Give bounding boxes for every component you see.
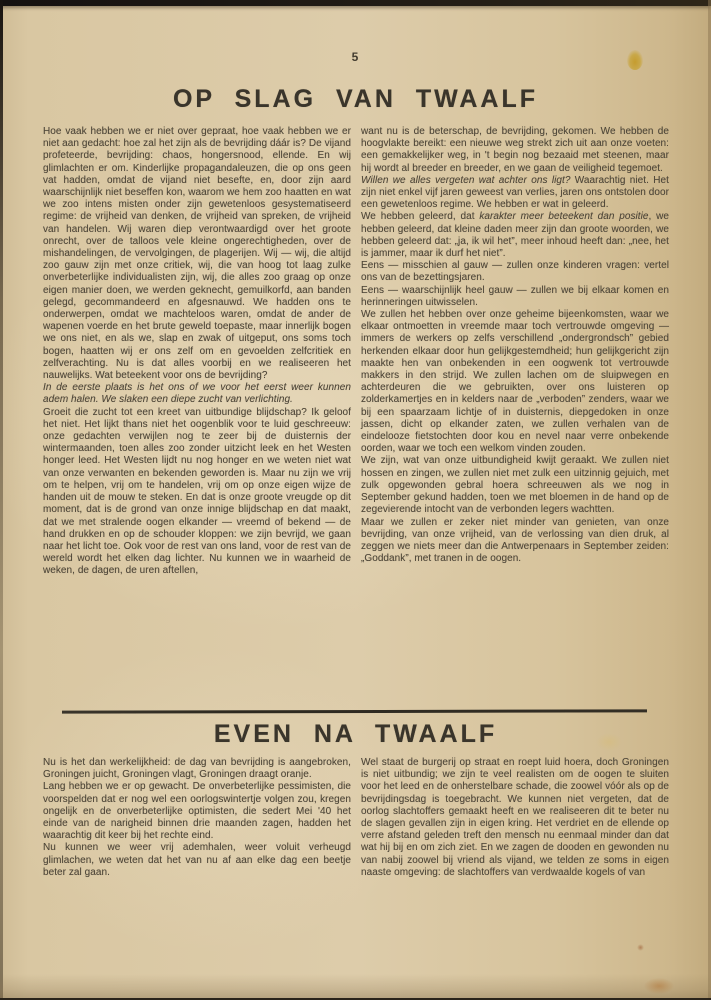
article-title-even-na-twaalf: EVEN NA TWAALF: [213, 720, 498, 748]
paragraph-text: Wel staat de burgerij op straat en roept luid hoera, doch Groningen is niet uitbundig; we zijn te veel realisten om de oogen te sluiten voor het leed en de onherstelbare schade, die zoowel vóór als op de bevrijdingsdag is toegebracht. We kunnen niet vergeten, dat de oorlog slachtoffers gemaakt heeft en we realiseeren dit te beter nu de slagen gevallen zijn in eigen kring. Het verdriet en de ellende op verre afstand geleden treft den mensch nu eenmaal minder dan dat wat hij bij en om zich ziet. En we zagen de dooden en gewonden nu van nabij zoowel bij vriend als vijand, we telden ze soms in eigen naaste omgeving: de slachtoffers van verdwaalde kogels of van: [361, 757, 669, 878]
page-edge-bottom: [0, 974, 711, 1000]
paragraph: [361, 517, 669, 566]
paragraph: [43, 126, 351, 382]
paragraph-text: Groeit die zucht tot een kreet van uitbundige blijdschap? Ik geloof het niet. Het lijkt thans niet het oogenblik voor te luid geschreeuw: onze gedachten verwijlen nog te zeer bij de duisternis der wintermaanden, toen alles zoo zonder uitzicht leek en het Westen honger leed. Het Westen lijdt nu nog honger en we weten niet wat van onze verwanten en bekenden geworden is. Maar nu zijn we vrij om te helpen, vrij om te handelen, vrij om op onze eigen wijze de handen uit de mouw te steken. En dat is onze groote vreugde op dit moment, dat is de grond van onze innige blijdschap en dat maakt, dat we met stralende oogen elkander — vreemd of bekend — de hand drukken en op de schouder kloppen: we zijn bevrijd, we gaan naar het licht toe. Ook voor de rest van ons land, voor de rest van de wereld wordt het elken dag lichter. Nu kunnen we in waarheid de weken, de dagen, de uren aftellen,: [43, 406, 351, 577]
page-edge-top: [0, 0, 711, 6]
paragraph: [43, 382, 351, 406]
page-edge-left: [0, 0, 3, 1000]
paragraph: [361, 126, 669, 175]
paragraph-text: Hoe vaak hebben we er niet over gepraat, hoe vaak hebben we er niet aan gedacht: hoe zal het zijn als de bevrijding dáár is? De vijand profeteerde, bevrijding: chaos, hongersnood, ellende. En wij glimlachten er om. Kinderlijke propagandaleuzen, die op ons geen vat hadden, omdat de vijand niet besefte, en, door zijn aard waarschijnlijk niet beseffen kon, waarom we hem zoo haatten en wat we zoo intens misten onder zijn gewetenloos gesystematiseerd regime: de vrijheid van denken, de vrijheid van spreken, de vrijheid van handelen. Wij waren diep verontwaardigd over het groote onrecht, over de talloos vele kleine ongerechtigheden, over de mishandelingen, de vervolgingen, de plagerijen. Wij — wij, die altijd zoo gauw zijn met onze critiek, wij, die van hoog tot laag zulke onverbeterlijke individualisten zijn, wij, die alles zoo graag op onze eigen manier doen, we werden geknecht, gemuilkorfd, aan banden gelegd, gecommandeerd en afgesnauwd. We hadden ons te onderwerpen, omdat we machteloos waren, omdat de ander de wapenen voerde en het brute geweld toepaste, maar innerlijk bogen we ons niet, en als we, slap en zwak of uitgeput, ons soms toch bogen, haatten wij er ons zelf om en gevoelden zelfcritiek en zelfverachting. Nu is dat alles voorbij en we realiseeren het nauwelijks. Wat beteekent voor ons de bevrijding?: [43, 126, 351, 382]
paragraph-text: Nu is het dan werkelijkheid: de dag van bevrijding is aangebroken, Groningen juicht, Groningen vlagt, Groningen draagt oranje.: [43, 757, 351, 781]
article-column-right: [361, 126, 669, 578]
paragraph: [361, 211, 669, 260]
paragraph-text: Lang hebben we er op gewacht. De onverbeterlijke pessimisten, die voorspelden dat er nog wel een oorlogswintertje volgen zou, kregen ongelijk en de onverbeterlijke optimisten, die sedert Mei '40 het einde van de narigheid binnen drie maanden zagen, hadden het waarachtig dit keer bij het rechte eind.: [43, 781, 351, 842]
paragraph: [43, 842, 351, 879]
article-column-left: [43, 126, 351, 578]
paragraph: [361, 260, 669, 284]
article-title-op-slag-van-twaalf: OP SLAG VAN TWAALF: [172, 85, 539, 113]
article-even-na-twaalf: [43, 757, 669, 879]
article-op-slag-van-twaalf: [43, 126, 669, 578]
paragraph-text: Nu kunnen we weer vrij ademhalen, weer voluit verheugd glimlachen, we weten dat het van nu af aan elke dag een beetje beter zal gaan.: [43, 842, 351, 878]
paragraph: [361, 285, 669, 309]
paragraph-text: Eens — waarschijnlijk heel gauw — zullen we bij elkaar komen en herinneringen uitwisselen.: [361, 284, 669, 308]
paragraph: [361, 455, 669, 516]
paragraph-text: want nu is de beterschap, de bevrijding, gekomen. We hebben de hoogvlakte bereikt: een nieuwe weg strekt zich uit aan onze voeten: een gemakkelijker weg, in 't begin nog bezaaid met steenen, maar hij wordt al breeder en breeder, en we gaan de veiligheid tegemoet.: [361, 126, 669, 174]
paragraph-text-italic: karakter meer beteekent dan positie: [479, 211, 649, 223]
paper-stain: [637, 944, 644, 951]
paragraph: [361, 309, 669, 455]
paragraph-text: We zullen het hebben over onze geheime bijeenkomsten, waar we elkaar ontmoetten in vreemde maar toch vertrouwde omgeving — immers de werkers op zelfs verschillend „ondergrondsch” gebied herkenden elkaar door hun gelijkgestemdheid; hun gelijkgericht zijn maakte hen van onbekenden in een oogwenk tot vertrouwde makkers in den strijd. We zullen lachen om de sluipwegen en achterdeuren die we gebruikten, over ons luisteren op zolderkamertjes en in kelders naar de „verboden” zenders, waar we bij een spaarzaam lichtje of in duisternis, diepgedoken in onze jassen, dicht op elkander zaten, we zullen verhalen van de eindelooze fietstochten door kou en nevel naar verre onbekende oorden, waar we toch een welkom vinden zouden.: [361, 309, 669, 455]
paragraph-text: We hebben geleerd, dat: [361, 211, 480, 223]
paragraph: [43, 781, 351, 842]
page-number: 5: [351, 50, 360, 64]
paragraph-text: , we hebben geleerd, dat kleine daden meer zijn dan groote woorden, we hebben geleerd dat: „ja, ik wil het”, meer inhoud heeft dan: „nee, het is jammer, maar ik durf het niet”.: [361, 211, 669, 260]
paragraph-text: Maar we zullen er zeker niet minder van genieten, van onze bevrijding, van onze vrijheid, van de verlossing van dien druk, al zeggen we niets meer dan die Antwerpenaars in September zeiden: „Goddank”, met tranen in de oogen.: [361, 516, 669, 565]
article-column-right: [361, 757, 669, 879]
paragraph-text: Waarachtig niet. Het zijn niet enkel vijf jaren geweest van verlies, jaren ons ontstolen door een gewetenloos regime. We hebben er wat in geleerd.: [361, 174, 669, 211]
paragraph: [361, 757, 669, 879]
paragraph: [43, 757, 351, 781]
paragraph: [43, 407, 351, 578]
paragraph-text: Eens — misschien al gauw — zullen onze kinderen vragen: vertel ons van de bezettingsjaren.: [361, 260, 669, 284]
paragraph-text-italic: In de eerste plaats is het ons of we voor het eerst weer kunnen adem halen. We slaken een diepe zucht van verlichting.: [43, 382, 351, 406]
paragraph-text-italic: Willen we alles vergeten wat achter ons ligt?: [361, 174, 571, 186]
paragraph-text: We zijn, wat van onze uitbundigheid kwijt geraakt. We zullen niet hossen en zingen, we zullen niet met zulk een uitzinnig gejuich, met zulk opgewonden gebral hoera schreeuwen als we nog in September gekund hadden, toen we met bloemen in de hand op de zegevierende intocht van de verbonden legers wachtten.: [361, 455, 669, 516]
paragraph: [361, 175, 669, 212]
section-divider: [62, 709, 647, 713]
article-column-left: [43, 757, 351, 879]
